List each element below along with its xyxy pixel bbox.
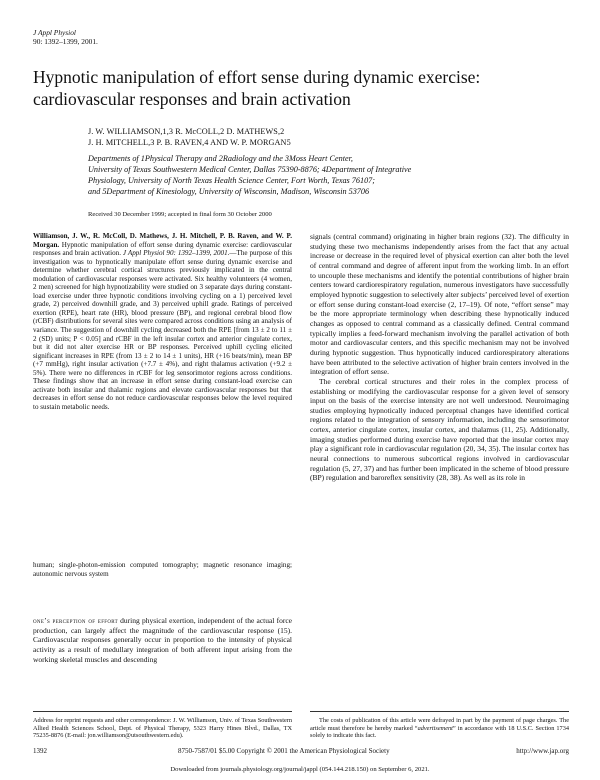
journal-header (33, 28, 98, 46)
article-title: Hypnotic manipulation of effort sense during dynamic exercise: cardiovascular responses and brain activation (33, 67, 481, 109)
intro-paragraph (33, 616, 292, 664)
footnote-rule-left (33, 711, 292, 712)
introduction (33, 616, 292, 664)
journal-website-link[interactable]: http://www.jap.org (516, 747, 569, 755)
journal-name: J Appl Physiol (33, 28, 76, 37)
right-column-text (310, 232, 569, 483)
abstract-body: —The purpose of this investigation was to hypnotically manipulate effort sense during dynamic exercise and determine whether cerebral cortical structures previously implicated in the central modulation of cardiovascular responses were activated. Six healthy volunteers (4 women, 2 men) screened for high hypnotizability were studied on 3 separate days during constant-load exercise under three hypnotic conditions involving cycling on a 1) perceived level grade, 2) perceived downhill grade, and 3) perceived uphill grade. Ratings of perceived exertion (RPE), heart rate (HR), blood pressure (BP), and regional cerebral blood flow (rCBF) distributions for several sites were compared across conditions using an analysis of variance. The suggestion of downhill cycling decreased both the RPE [from 13 ± 2 to 11 ± 2 (SD) units; P < 0.05] and rCBF in the left insular cortex and anterior cingulate cortex, but it did not alter exercise HR or BP responses. Perceived uphill cycling elicited significant increases in RPE (from 13 ± 2 to 14 ± 1 units), HR (+16 beats/min), mean BP (+7 mmHg), right insular activation (+7.7 ± 4%), and right thalamus activation (+9.2 ± 5%). There were no differences in rCBF for leg sensorimotor regions across conditions. These findings show that an increase in effort sense during constant-load exercise can activate both insular and thalamic regions and elevate cardiovascular responses but that decreases in effort sense do not reduce cardiovascular responses below the level required to sustain metabolic needs. (33, 249, 292, 411)
author-list (88, 126, 568, 148)
footnote-rule-right (310, 711, 569, 712)
affiliation-line-1: Departments of 1Physical Therapy and 2Radiology and the 3Moss Heart Center, (88, 154, 353, 163)
abstract-paragraph (33, 232, 292, 411)
page-number: 1392 (33, 747, 47, 755)
author-line-1: J. W. WILLIAMSON,1,3 R. McCOLL,2 D. MATHEWS,2 (88, 127, 285, 136)
author-line-2: J. H. MITCHELL,3 P. B. RAVEN,4 AND W. P. MORGAN5 (88, 138, 291, 147)
cost-note-emphasis: advertisement (417, 724, 453, 732)
intro-body: during physical exertion, independent of the actual force production, can largely affect the magnitude of the cardiovascular response (15). Cardiovascular responses generally occur in proportion to the intensity of physical activity as a result of medullary integration of both afferent input arising from the working skeletal muscles and descending (33, 616, 292, 664)
abstract-authors: Williamson, J. W., R. McColl, D. Mathews, J. H. Mitchell, P. B. Raven, and W. P. Morgan. (33, 232, 292, 249)
cost-note-part2: ” in accordance with 18 U.S.C. Section 1734 solely to indicate this fact. (310, 724, 569, 740)
abstract-title: Hypnotic manipulation of effort sense during dynamic exercise: cardiovascular responses and brain activation. (33, 240, 292, 258)
correspondence-footnote: Address for reprint requests and other correspondence: J. W. Williamson, Univ. of Texas Southwestern Allied Health Sciences School, Dept. of Physical Therapy, 5323 Harry Hines Blvd., Dallas, TX 75235-8876 (E-mail: jon.williamson@utsouthwestern.edu). (33, 717, 292, 740)
affiliation-line-2: University of Texas Southwestern Medical Center, Dallas 75390-8876; 4Department of Integrative (88, 165, 412, 174)
journal-citation: 90: 1392–1399, 2001. (33, 37, 98, 46)
download-note: Downloaded from journals.physiology.org/journal/jappl (054.144.218.150) on September 6, 2021. (170, 766, 430, 773)
keywords: human; single-photon-emission computed tomography; magnetic resonance imaging; autonomic nervous system (33, 561, 292, 578)
publication-cost-footnote (310, 717, 569, 740)
cost-note-part1: The costs of publication of this article were defrayed in part by the payment of page charges. The article must therefore be hereby marked “ (310, 717, 569, 732)
right-paragraph-2: The cerebral cortical structures and their roles in the complex process of establishing or modifying the cardiovascular response for a given level of sensory input on the basis of the exercise intensity are not well understood. Neuroimaging studies employing hypnotically induced perceptual changes have identified cortical regions related to the integration of sensory information, including the sensorimotor cortex, anterior cingulate cortex, insular cortex, and thalamus (11, 25). Additionally, imaging studies performed during exercise have reported that the insular cortex may play a significant role in cardiovascular regulation (20, 34, 35). The insular cortex has neural connections to numerous subcortical regions involved in cardiovascular regulation (5, 27, 37) and has further been implicated in the scheme of blood pressure (BP) regulation and baroreflex sensitivity (28, 38). As well as its role in (310, 376, 569, 483)
abstract (33, 232, 292, 411)
copyright-line: 8750-7587/01 $5.00 Copyright © 2001 the American Physiological Society (178, 747, 390, 755)
abstract-citation: J Appl Physiol 90: 1392–1399, 2001. (122, 249, 230, 258)
received-dates: Received 30 December 1999; accepted in final form 30 October 2000 (88, 211, 272, 218)
affiliation-line-4: and 5Department of Kinesiology, University of Wisconsin, Madison, Wisconsin 53706 (88, 187, 370, 196)
intro-lead: one’s perception of effort (33, 616, 118, 625)
right-paragraph-1: signals (central command) originating in higher brain regions (32). The difficulty in studying these two mechanisms independently arises from the fact that any actual increase or decrease in the required level of physical exertion can alter both the level of central command and degree of afferent input from the working limb. In an effort to uncouple these mechanisms and identify the potential contributions of higher brain centers toward cardiorespiratory regulation, numerous investigators have successfully employed hypnotic suggestion to selectively alter subjects’ perceived level of exertion or effort sense during constant-load exercise (2, 17–19). Of note, “effort sense” may be the more appropriate terminology when describing these hypnotically induced changes as opposed to central command as a classically defined. Central command typically implies a feed-forward mechanism involving the parallel activation of both motor and cardiovascular centers, and this specific mechanism may not be involved during hypnotic suggestion. Thus hypnotically induced cardiorespiratory alterations have been attributed to the selective activation of higher brain centers involved in the integration of effort sense. (310, 232, 569, 377)
affiliations (88, 153, 568, 197)
affiliation-line-3: Physiology, University of North Texas Health Science Center, Fort Worth, Texas 76107; (88, 176, 375, 185)
